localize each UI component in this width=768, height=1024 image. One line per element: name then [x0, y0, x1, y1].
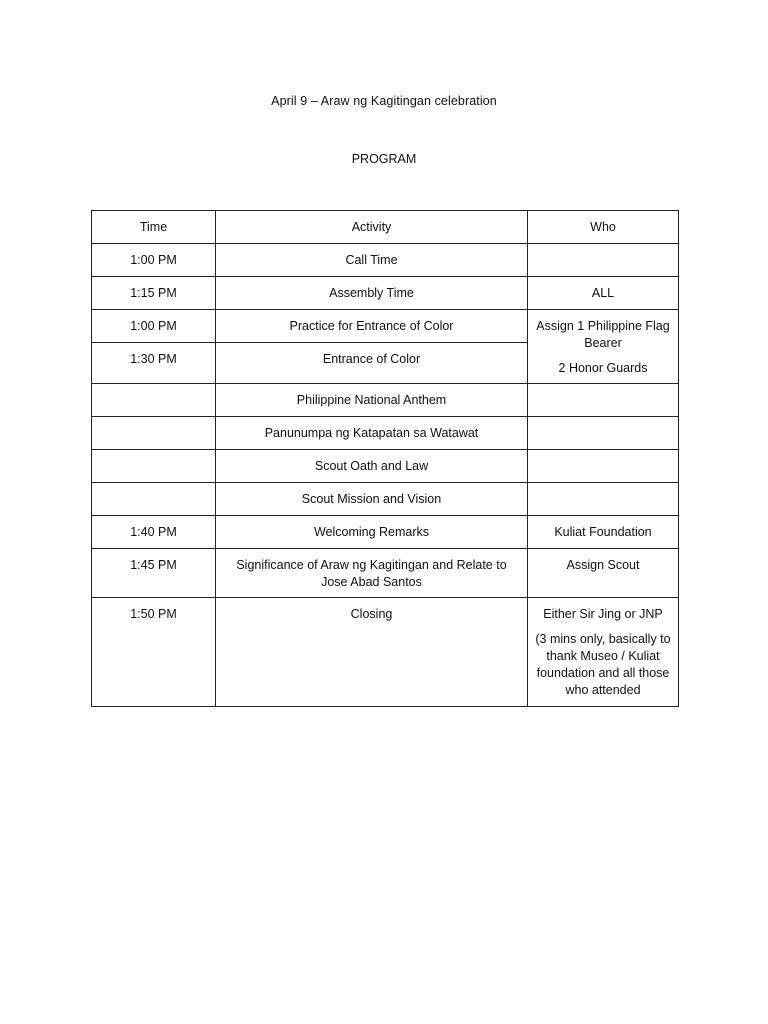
time-cell: 1:00 PM [92, 310, 216, 343]
time-cell: 1:15 PM [92, 277, 216, 310]
activity-cell: Call Time [216, 244, 528, 277]
activity-cell: Scout Oath and Law [216, 450, 528, 483]
activity-cell: Panunumpa ng Katapatan sa Watawat [216, 417, 528, 450]
time-cell [92, 483, 216, 516]
activity-cell: Entrance of Color [216, 343, 528, 384]
header-time: Time [92, 211, 216, 244]
who-cell [528, 244, 679, 277]
time-cell: 1:50 PM [92, 598, 216, 707]
who-line: Either Sir Jing or JNP [543, 607, 663, 621]
program-heading: PROGRAM [351, 152, 417, 166]
table-header-row [92, 211, 679, 244]
table-row [92, 417, 679, 450]
activity-cell: Welcoming Remarks [216, 516, 528, 549]
who-cell [528, 598, 679, 707]
time-cell [92, 417, 216, 450]
who-cell [528, 450, 679, 483]
who-line: 2 Honor Guards [558, 361, 648, 375]
who-cell: Assign Scout [528, 549, 679, 598]
activity-cell: Closing [216, 598, 528, 707]
time-cell: 1:30 PM [92, 343, 216, 384]
table-row [92, 450, 679, 483]
who-cell [528, 483, 679, 516]
who-cell: ALL [528, 277, 679, 310]
table-row [92, 549, 679, 598]
who-cell: Kuliat Foundation [528, 516, 679, 549]
time-cell: 1:45 PM [92, 549, 216, 598]
table-row [92, 384, 679, 417]
who-line: (3 mins only, basically to thank Museo / Kuliat foundation and all those who attended [535, 632, 671, 697]
time-cell [92, 450, 216, 483]
table-row [92, 244, 679, 277]
who-line: Assign 1 Philippine Flag Bearer [536, 319, 670, 350]
activity-cell: Significance of Araw ng Kagitingan and Relate to Jose Abad Santos [216, 549, 528, 598]
activity-cell: Practice for Entrance of Color [216, 310, 528, 343]
time-cell [92, 384, 216, 417]
activity-cell: Assembly Time [216, 277, 528, 310]
who-cell [528, 417, 679, 450]
who-cell-merged [528, 310, 679, 384]
who-cell [528, 384, 679, 417]
activity-cell: Philippine National Anthem [216, 384, 528, 417]
table-row [92, 516, 679, 549]
time-cell: 1:40 PM [92, 516, 216, 549]
header-activity: Activity [216, 211, 528, 244]
table-row [92, 277, 679, 310]
activity-cell: Scout Mission and Vision [216, 483, 528, 516]
table-row [92, 483, 679, 516]
program-table [91, 210, 679, 707]
document-title: April 9 – Araw ng Kagitingan celebration [271, 94, 497, 108]
header-who: Who [528, 211, 679, 244]
table-row [92, 598, 679, 707]
time-cell: 1:00 PM [92, 244, 216, 277]
table-row [92, 310, 679, 343]
